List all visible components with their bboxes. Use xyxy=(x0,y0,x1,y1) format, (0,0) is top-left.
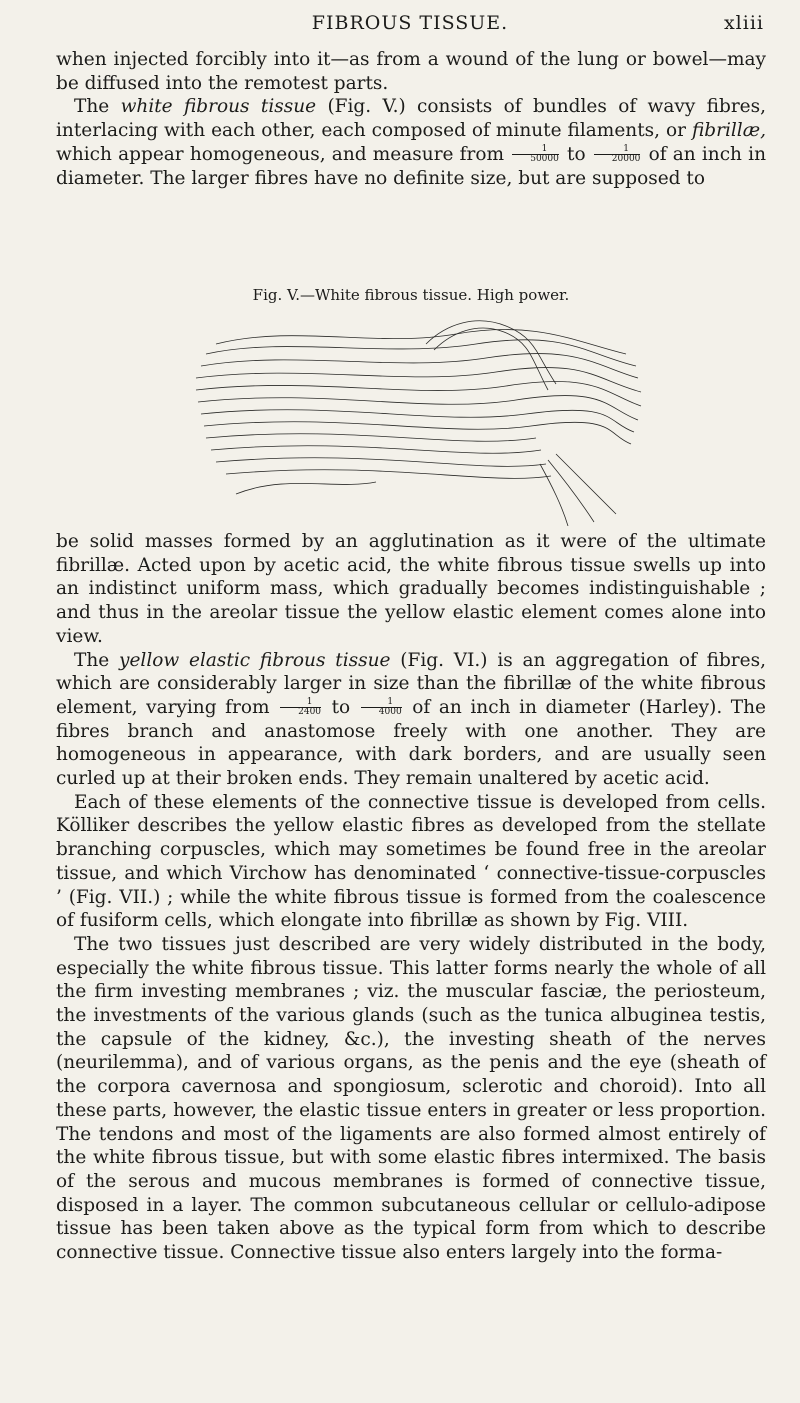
paragraph-white-fibrous-tissue xyxy=(56,95,766,190)
figure-v xyxy=(56,286,766,526)
paragraph-continued: be solid masses formed by an agglutination as it were of the ultimate fibrillæ. Acted upon by acetic acid, the white fibrous tissue swells up into an indistinct uniform mass, which gradually becomes indistinguishable ; and thus in the areolar tissue the yellow elastic element comes alone into view. xyxy=(56,531,766,647)
text-block-top xyxy=(56,48,766,190)
fraction-denominator: 2400 xyxy=(298,707,322,718)
page-number: xliii xyxy=(723,12,764,34)
paragraph-yellow-elastic-tissue xyxy=(56,649,766,791)
fraction-denominator: 4000 xyxy=(378,707,402,718)
running-head xyxy=(56,12,764,38)
italic-term: white fibrous tissue xyxy=(120,96,317,118)
fraction-numerator: 1 xyxy=(280,698,321,708)
italic-term: fibrillæ, xyxy=(691,120,766,142)
text-run: of an inch in diameter. The larger fibres have no definite size, but are supposed to xyxy=(56,143,766,189)
text-block-bottom xyxy=(56,530,766,1265)
text-run: (Fig. V.) consists of bundles of wavy fibres, interlacing with each other, each composed of minute filaments, or xyxy=(56,96,767,142)
text-run: (Fig. VI.) is an aggregation of fibres, which are considerably larger in size than the fibrillæ of the white fibrous element, varying from xyxy=(56,649,766,718)
text-run: of an inch in diameter (Harley). The fibres branch and anastomose freely with one another. They are homogeneous in appearance, with dark borders, and are usually seen curled up at their broken ends. They remain unaltered by acetic acid. xyxy=(56,696,766,790)
fraction-numerator: 1 xyxy=(594,145,641,155)
fraction xyxy=(361,698,402,717)
text-run: to xyxy=(560,143,592,165)
text-run: to xyxy=(323,696,359,718)
text-run: The xyxy=(74,649,119,671)
italic-term: yellow elastic fibrous tissue xyxy=(119,649,391,671)
fraction-denominator: 20000 xyxy=(611,154,641,165)
paragraph-continued: when injected forcibly into it—as from a wound of the lung or bowel—may be diffused into the remotest parts. xyxy=(56,49,766,94)
fraction xyxy=(280,698,321,717)
text-run: The xyxy=(74,96,121,118)
fraction-numerator: 1 xyxy=(512,145,559,155)
text-run: which appear homogeneous, and measure from xyxy=(56,143,511,165)
paragraph-distribution: The two tissues just described are very widely distributed in the body, especially the white fibrous tissue. This latter forms nearly the whole of all the firm investing membranes ; viz. the muscular fasciæ, the periosteum, the investments of the various glands (such as the tunica albuginea testis, the capsule of the kidney, &c.), the investing sheath of the nerves (neurilemma), and of various organs, as the penis and the eye (sheath of the corpora cavernosa and spongiosum, sclerotic and choroid). Into all these parts, however, the elastic tissue enters in greater or less proportion. The tendons and most of the ligaments are also formed almost entirely of the white fibrous tissue, but with some elastic fibres intermixed. The basis of the serous and mucous membranes is formed of connective tissue, disposed in a layer. The common subcutaneous cellular or cellulo-adipose tissue has been taken above as the typical form from which to describe connective tissue. Connective tissue also enters largely into the forma- xyxy=(56,933,766,1264)
running-head-title: FIBROUS TISSUE. xyxy=(311,12,509,34)
fraction-denominator: 50000 xyxy=(530,154,559,165)
white-fibrous-tissue-illustration xyxy=(176,314,646,526)
fraction xyxy=(512,145,559,164)
figure-caption: Fig. V.—White fibrous tissue. High power. xyxy=(252,286,570,304)
paragraph-development: Each of these elements of the connective tissue is developed from cells. Kölliker describes the yellow elastic fibres as developed from the stellate branching corpuscles, which may sometimes be found free in the areolar tissue, and which Virchow has denominated ‘ connective-tissue-corpuscles ’ (Fig. VII.) ; while the white fibrous tissue is formed from the coalescence of fusiform cells, which elongate into fibrillæ as shown by Fig. VIII. xyxy=(56,791,766,932)
fraction-numerator: 1 xyxy=(361,698,402,708)
fraction xyxy=(594,145,641,164)
